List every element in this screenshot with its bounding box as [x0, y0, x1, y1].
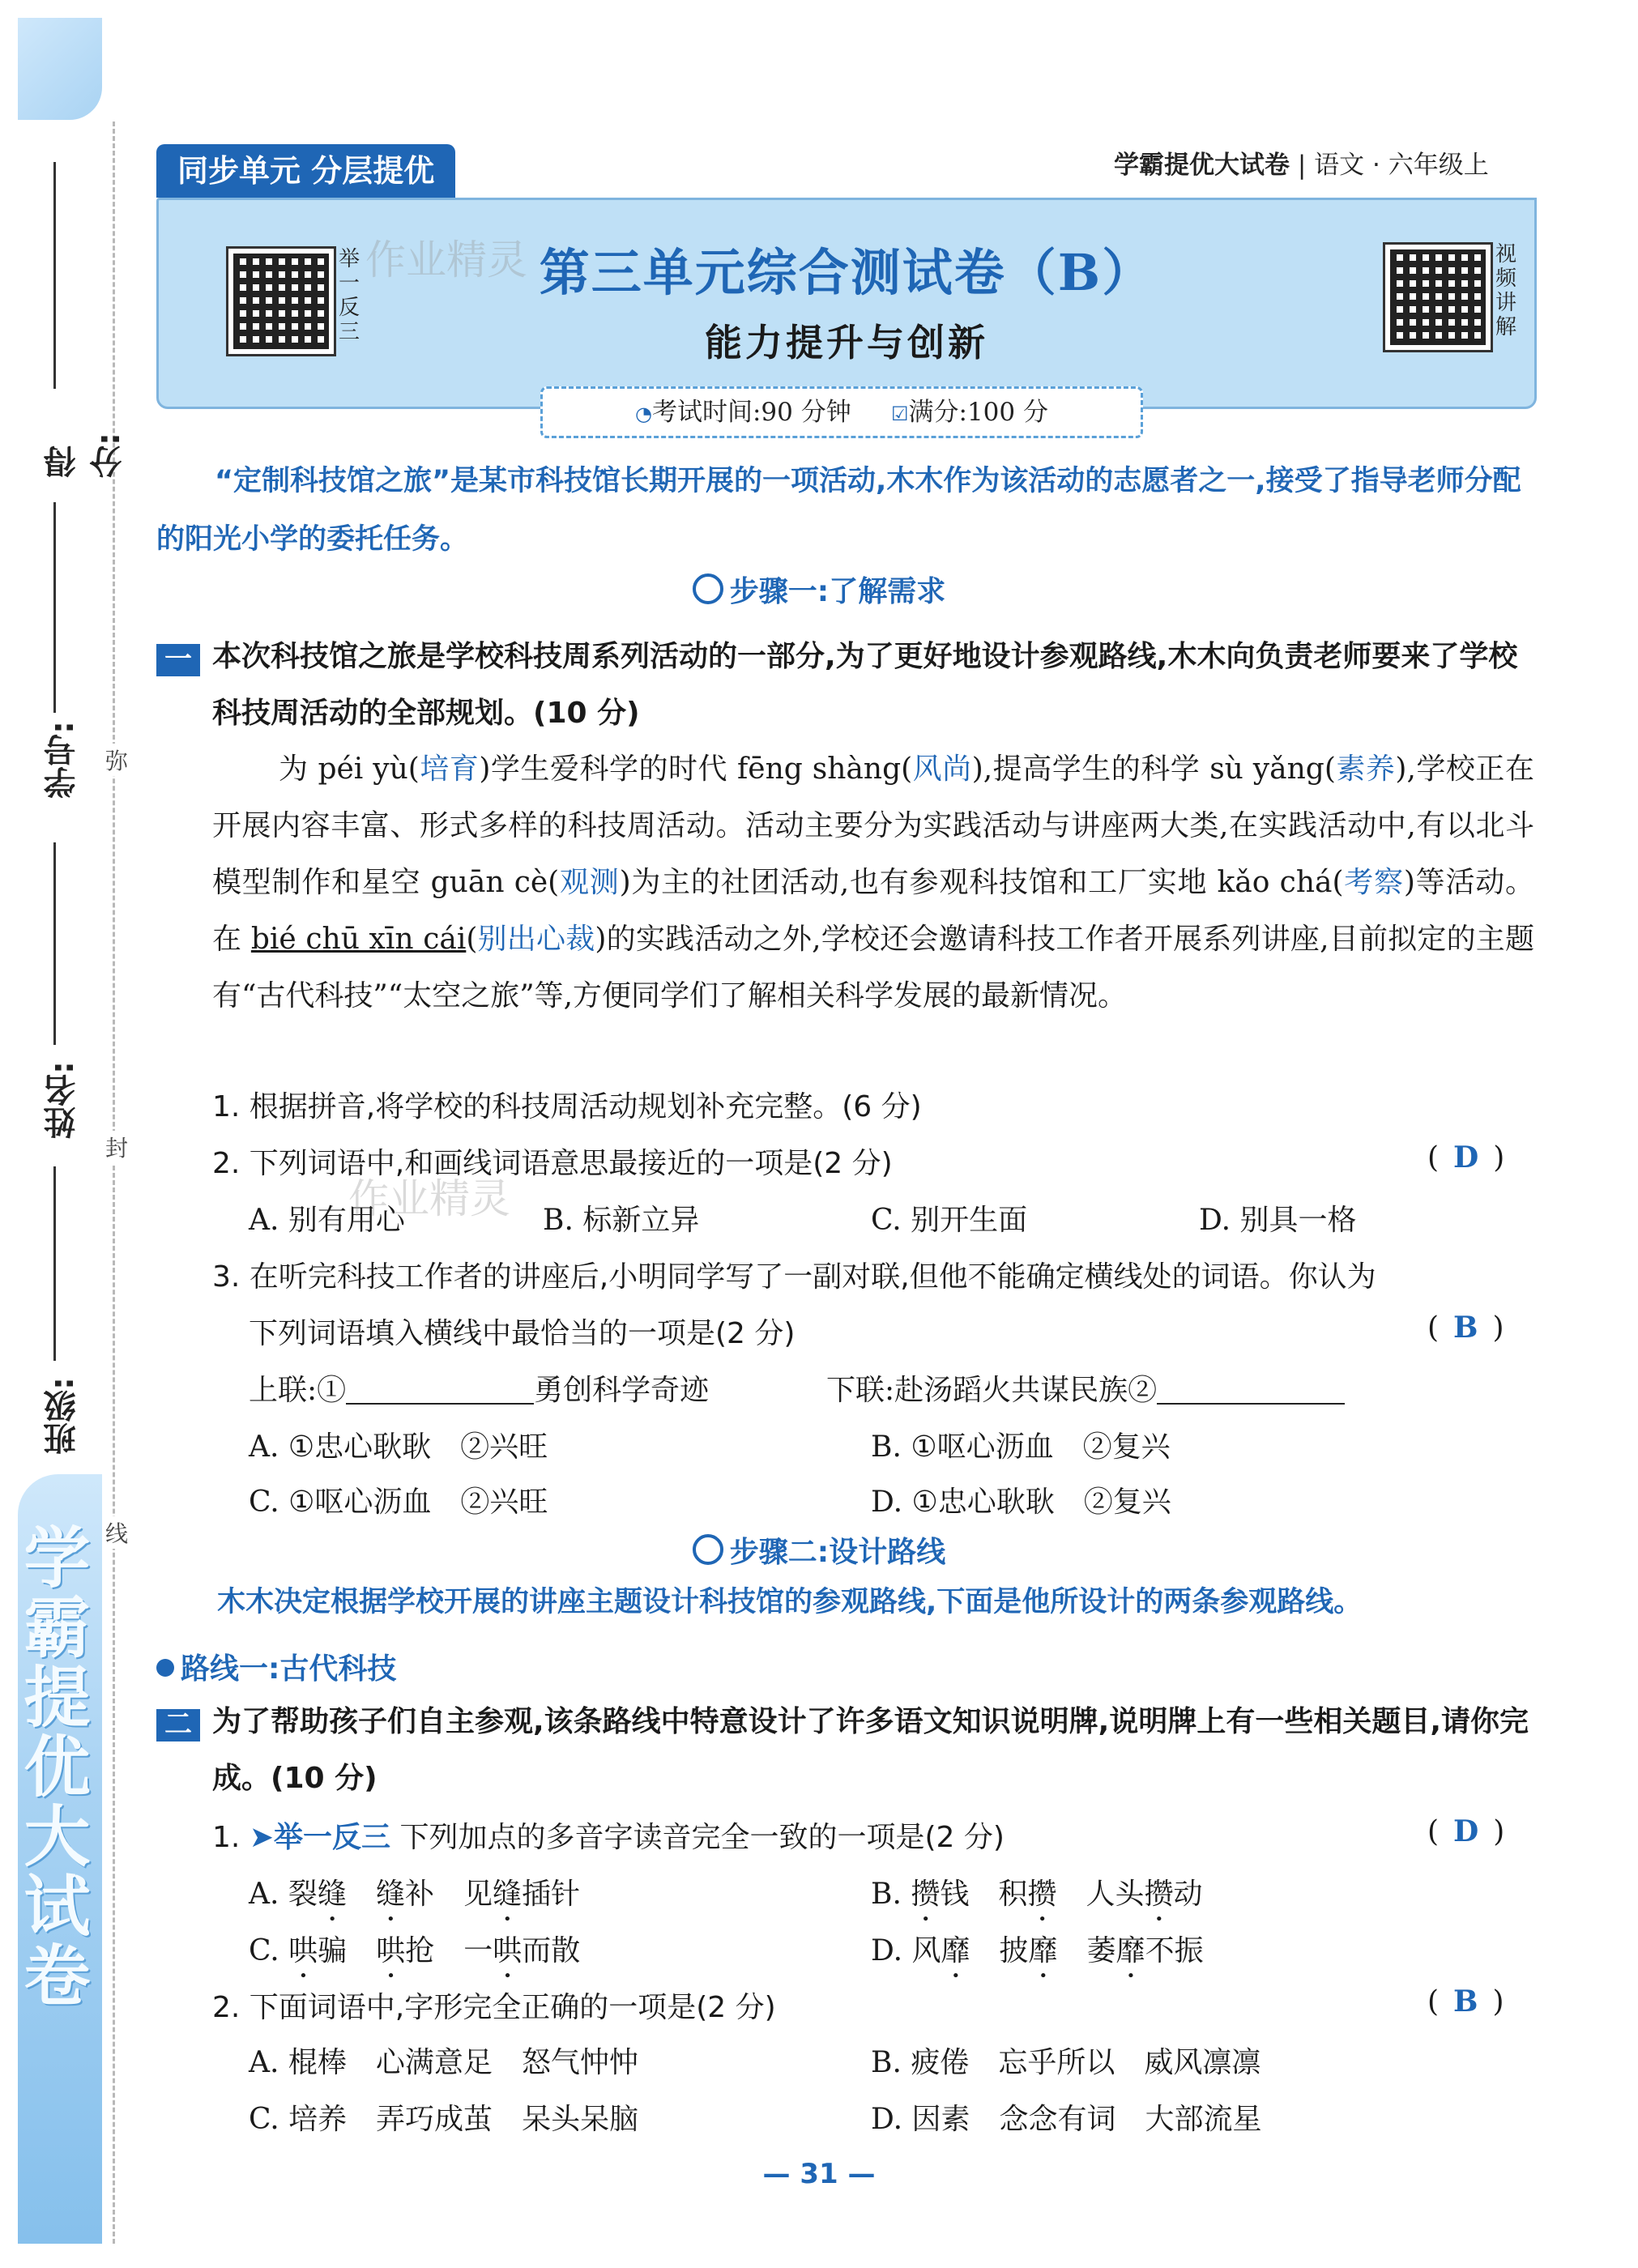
qr-right-caption: 视频讲解	[1495, 242, 1517, 339]
q1-sub2-answer-box[interactable]: ( D )	[1427, 1140, 1505, 1174]
name-field[interactable]	[28, 842, 92, 1166]
magnifier-icon	[693, 573, 723, 604]
dotted-char: 缝	[317, 1878, 347, 1911]
student-id-label: 学号:	[44, 721, 81, 799]
q1-sub2-option-d[interactable]: D. 别具一格	[1199, 1204, 1357, 1237]
q1-sub2-option-c[interactable]: C. 别开生面	[871, 1204, 1028, 1237]
word-suffix: 补	[404, 1878, 434, 1911]
page-title: 第三单元综合测试卷（B）	[539, 243, 1154, 302]
passage-part-1: 为 péi yù(	[279, 752, 420, 786]
magnifier-icon-2	[693, 1534, 723, 1565]
couplet-upper-a: 上联:①	[249, 1374, 347, 1407]
q1-sub3-option-d[interactable]: D. ①忠心耿耿 ②复兴	[871, 1486, 1171, 1519]
unit-tag: 同步单元 分层提优	[156, 144, 455, 198]
q2-sub1-option-b[interactable]	[871, 1871, 1202, 1928]
passage-part-3: ),提高学生的科学 sù yǎng(	[971, 752, 1336, 786]
brand-subject: 语文 · 六年级上	[1314, 151, 1489, 180]
word-prefix: 披	[999, 1934, 1029, 1967]
passage-part-2: )学生爱科学的时代 fēng shàng(	[479, 752, 913, 786]
full-score: 满分:100 分	[908, 398, 1048, 427]
couplet-blank-1[interactable]	[346, 1375, 534, 1405]
step-two-heading	[0, 1529, 1638, 1571]
answer-biechuxincai[interactable]: 别出心裁	[477, 923, 595, 956]
q2-sub1	[212, 1814, 1005, 1856]
step-two-intro: 木木决定根据学校开展的讲座主题设计科技馆的参观路线,下面是他所设计的两条参观路线。	[217, 1586, 1363, 1618]
word-suffix: 动	[1173, 1878, 1203, 1911]
dotted-char: 攒	[911, 1878, 941, 1911]
answer-fengshang[interactable]: 风尚	[912, 752, 972, 786]
option-letter: C.	[249, 1934, 289, 1967]
name-blank[interactable]	[53, 842, 56, 1045]
couplet-lower-text: 下联:赴汤蹈火共谋民族②	[826, 1374, 1158, 1407]
q1-sub2-option-a[interactable]: A. 别有用心	[249, 1204, 405, 1237]
word-suffix: 而散	[522, 1934, 581, 1967]
word-prefix: 积	[998, 1878, 1028, 1911]
word-prefix: 萎	[1086, 1934, 1116, 1967]
exam-info	[540, 386, 1143, 438]
step-one-label: 步骤一:了解需求	[729, 575, 946, 608]
word-prefix: 见	[463, 1878, 493, 1911]
word-suffix: 插针	[522, 1878, 581, 1911]
passage-part-6b: (	[466, 923, 478, 956]
student-id-field[interactable]	[28, 486, 92, 810]
page-number: — 31 —	[762, 2158, 876, 2190]
step-one-heading	[0, 569, 1638, 610]
step-two-label: 步骤二:设计路线	[729, 1536, 946, 1569]
couplet-blank-2[interactable]	[1157, 1375, 1345, 1405]
qr-left-caption: 举一反三	[339, 247, 360, 344]
word-suffix: 不振	[1145, 1934, 1204, 1967]
option-letter: D.	[871, 1934, 912, 1967]
dotted-char: 哄	[376, 1934, 406, 1967]
class-blank[interactable]	[53, 1166, 56, 1361]
word-prefix: 一	[463, 1934, 493, 1967]
question-one-text: 本次科技馆之旅是学校科技周系列活动的一部分,为了更好地设计参观路线,木木向负责老师要来了学校科技周活动的全部规划。(10 分)	[212, 640, 1518, 730]
q2-sub1-option-d[interactable]	[871, 1928, 1204, 1985]
word-prefix: 风	[911, 1934, 941, 1967]
word-prefix: 裂	[288, 1878, 318, 1911]
corner-decoration	[18, 18, 102, 120]
dotted-char: 哄	[288, 1934, 318, 1967]
q2-sub2-answer: B	[1453, 1985, 1478, 2019]
q2-sub1-option-a[interactable]	[249, 1871, 580, 1928]
q1-sub3-answer: B	[1453, 1311, 1478, 1345]
passage-part-4: ),学校正在开展内容丰富、形式多样的科技周活动。活动主要分为实践活动与讲座两大类,在实践活动中,有以北斗模型制作和星空 guān cè(	[212, 752, 1534, 899]
q2-sub1-num: 1.	[212, 1821, 241, 1854]
dotted-char: 靡	[941, 1934, 970, 1967]
option-letter: A.	[249, 1878, 288, 1911]
route-one-heading	[156, 1646, 396, 1687]
q1-sub3-option-a[interactable]: A. ①忠心耿耿 ②兴旺	[249, 1430, 548, 1464]
passage-part-6: )等活动。在	[212, 866, 1534, 956]
route-one-label: 路线一:古代科技	[181, 1652, 397, 1686]
qr-code-right-icon[interactable]	[1385, 245, 1491, 350]
dotted-char: 缝	[493, 1878, 523, 1911]
dotted-char: 靡	[1028, 1934, 1058, 1967]
class-label: 班级:	[44, 1377, 81, 1455]
page-subtitle: 能力提升与创新	[705, 321, 988, 364]
name-label: 姓名:	[44, 1061, 81, 1139]
q2-sub1-answer: D	[1453, 1814, 1479, 1848]
seal-mark-xian: 线	[105, 1516, 125, 1549]
underlined-pinyin: bié chū xīn cái	[250, 923, 467, 956]
score-label: 得分:	[44, 433, 127, 478]
q2-sub2: 2. 下面词语中,字形完全正确的一项是(2 分)	[212, 1991, 776, 2024]
q2-sub1-keyword: ➤举一反三	[249, 1821, 390, 1854]
brand-name: 学霸提优大试卷	[1114, 151, 1290, 180]
q1-sub3-option-b[interactable]: B. ①呕心沥血 ②复兴	[871, 1430, 1171, 1464]
watermark-2: 作业精灵	[348, 1175, 510, 1222]
check-icon: ☑	[891, 403, 909, 425]
q1-sub3-line2: 下列词语填入横线中最恰当的一项是(2 分)	[249, 1317, 796, 1350]
word-suffix: 钱	[940, 1878, 970, 1911]
q1-sub1: 1. 根据拼音,将学校的科技周活动规划补充完整。(6 分)	[212, 1090, 922, 1123]
answer-suyang[interactable]: 素养	[1335, 752, 1396, 786]
couplet-upper-b: 勇创科学奇迹	[534, 1374, 710, 1407]
q2-sub1-option-c[interactable]	[249, 1928, 580, 1985]
seal-mark-mi: 弥	[105, 744, 125, 776]
dotted-char: 哄	[493, 1934, 523, 1967]
couplet-lower	[826, 1367, 1345, 1409]
intro-text: “定制科技馆之旅”是某市科技馆长期开展的一项活动,木木作为该活动的志愿者之一,接受了指导老师分配的阳光小学的委托任务。	[156, 465, 1521, 556]
q1-sub3-answer-box[interactable]: ( B )	[1427, 1311, 1504, 1345]
question-one-passage	[212, 741, 1534, 1025]
q1-sub3-line1: 3. 在听完科技工作者的讲座后,小明同学写了一副对联,但他不能确定横线处的词语。你认为	[212, 1260, 1376, 1294]
bullet-icon	[156, 1659, 174, 1677]
watermark: 作业精灵	[365, 237, 527, 284]
q2-sub2-answer-box[interactable]: ( B )	[1427, 1985, 1504, 2019]
word-suffix: 抢	[405, 1934, 435, 1967]
word-suffix: 骗	[318, 1934, 348, 1967]
q2-sub2-option-c[interactable]: C. 培养 弄巧成茧 呆头呆脑	[249, 2103, 639, 2136]
dotted-char: 靡	[1115, 1934, 1145, 1967]
side-brand-text: 学霸提优大试卷	[13, 1523, 90, 2010]
passage-part-7: )的实践活动之外,学校还会邀请科技工作者开展系列讲座,目前拟定的主题有“古代科技”“太空之旅”等,方便同学们了解相关科学发展的最新情况。	[212, 923, 1534, 1013]
word-prefix: 人头	[1086, 1878, 1145, 1911]
q1-sub2: 2. 下列词语中,和画线词语意思最接近的一项是(2 分)	[212, 1147, 893, 1180]
q2-sub1-answer-box[interactable]: ( D )	[1427, 1814, 1505, 1848]
dotted-char: 攒	[1027, 1878, 1057, 1911]
book-brand: 学霸提优大试卷 | 语文 · 六年级上	[1114, 151, 1489, 180]
q1-sub2-option-b[interactable]: B. 标新立异	[543, 1204, 700, 1237]
q2-sub2-option-d[interactable]: D. 因素 念念有词 大部流星	[871, 2103, 1262, 2136]
score-field[interactable]	[28, 122, 127, 478]
question-two-number: 二	[156, 1709, 200, 1742]
q1-sub3-option-c[interactable]: C. ①呕心沥血 ②兴旺	[249, 1486, 548, 1519]
answer-kaocha[interactable]: 考察	[1343, 866, 1404, 899]
q2-sub2-option-a[interactable]: A. 棍棒 心满意足 怒气忡忡	[249, 2046, 638, 2079]
dotted-char: 攒	[1144, 1878, 1174, 1911]
couplet-upper	[249, 1367, 709, 1409]
question-one-number: 一	[156, 644, 200, 676]
seal-mark-feng: 封	[105, 1131, 125, 1163]
answer-guance[interactable]: 观测	[559, 866, 620, 899]
question-two-text: 为了帮助孩子们自主参观,该条路线中特意设计了许多语文知识说明牌,说明牌上有一些相关题目,请你完成。(10 分)	[212, 1705, 1529, 1795]
answer-peiyu[interactable]: 培育	[419, 752, 480, 786]
exam-time: 考试时间:90 分钟	[651, 398, 851, 427]
option-letter: B.	[871, 1878, 911, 1911]
passage-part-5: )为主的社团活动,也有参观科技馆和工厂实地 kǎo chá(	[619, 866, 1344, 899]
dotted-char: 缝	[375, 1878, 405, 1911]
clock-icon: ◔	[635, 403, 652, 425]
q2-sub1-text: 下列加点的多音字读音完全一致的一项是(2 分)	[399, 1821, 1005, 1854]
q2-sub2-option-b[interactable]: B. 疲倦 忘乎所以 威风凛凛	[871, 2046, 1261, 2079]
score-blank[interactable]	[53, 162, 56, 389]
title-banner	[156, 198, 1537, 409]
class-field[interactable]	[28, 1166, 92, 1490]
q1-sub2-answer: D	[1453, 1140, 1479, 1174]
